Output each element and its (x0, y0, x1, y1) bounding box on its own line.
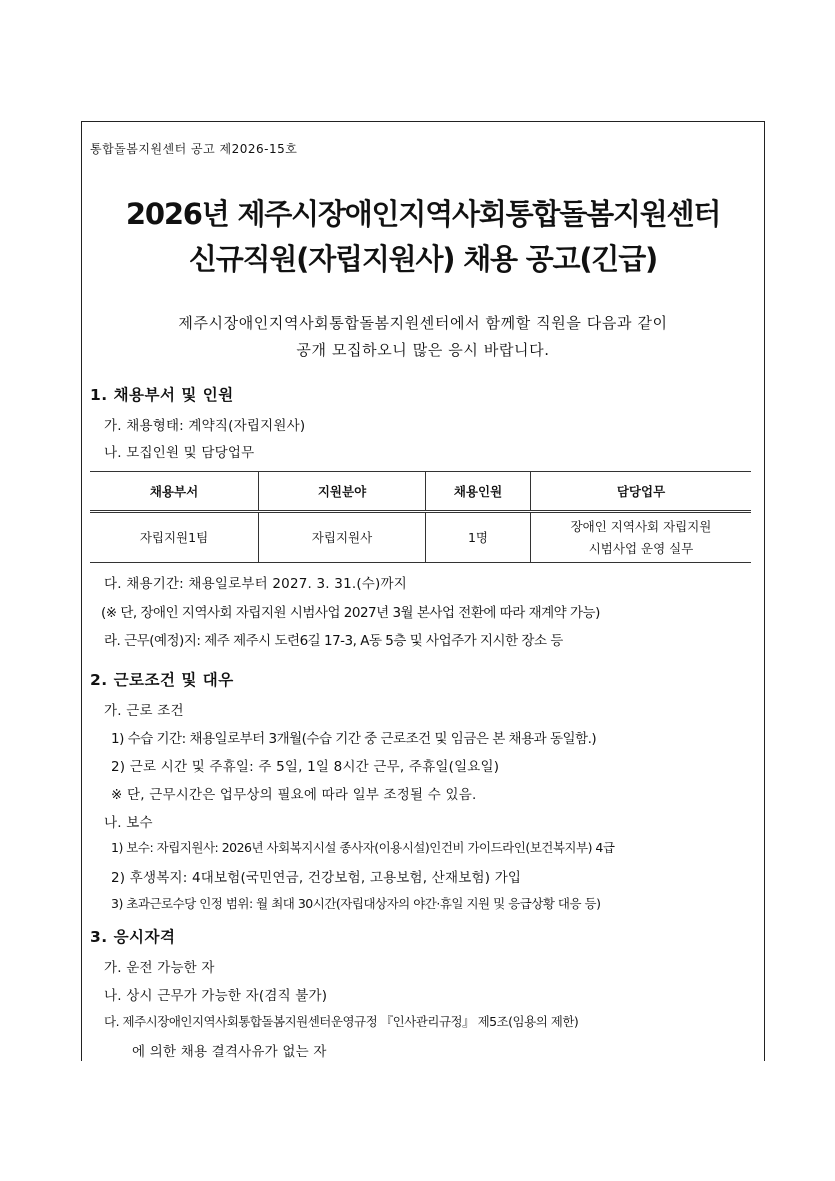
section2-na-3: 3) 초과근로수당 인정 범위: 월 최대 30시간(자립대상자의 야간·휴일 지원 및 응급상황 대응 등) (111, 896, 601, 911)
section2-heading: 2. 근로조건 및 대우 (90, 671, 234, 689)
section3-item-da-line1: 다. 제주시장애인지역사회통합돌봄지원센터운영규정 『인사관리규정』 제5조(임용의 제한) (104, 1014, 579, 1029)
table-row (90, 512, 751, 563)
duty-line1: 장애인 지역사회 자립지원 (570, 519, 712, 535)
recruitment-table (90, 471, 751, 563)
table-header-field: 지원분야 (259, 472, 426, 512)
table-cell-field: 자립지원사 (259, 512, 426, 563)
table-cell-duty (531, 512, 752, 563)
table-header-row (90, 472, 751, 512)
section2-ga-note: ※ 단, 근무시간은 업무상의 필요에 따라 일부 조정될 수 있음. (111, 787, 477, 803)
section2-ga-1: 1) 수습 기간: 채용일로부터 3개월(수습 기간 중 근로조건 및 임금은 본 채용과 동일함.) (111, 731, 597, 747)
section2-ga-2: 2) 근로 시간 및 주휴일: 주 5일, 1일 8시간 근무, 주휴일(일요일) (111, 759, 500, 775)
section3-item-ga: 가. 운전 가능한 자 (104, 960, 215, 976)
section1-heading: 1. 채용부서 및 인원 (90, 386, 234, 404)
intro-line1: 제주시장애인지역사회통합돌봄지원센터에서 함께할 직원을 다음과 같이 (178, 314, 668, 332)
section1-item-na: 나. 모집인원 및 담당업무 (104, 445, 255, 461)
table-cell-dept: 자립지원1팀 (90, 512, 259, 563)
section3-item-na: 나. 상시 근무가 가능한 자(겸직 불가) (104, 988, 328, 1004)
section2-item-na: 나. 보수 (104, 815, 153, 831)
table-header-dept: 채용부서 (90, 472, 259, 512)
section3-heading: 3. 응시자격 (90, 928, 176, 946)
section2-na-2: 2) 후생복지: 4대보험(국민연금, 건강보험, 고용보험, 산재보험) 가입 (111, 870, 522, 886)
duty-line2: 시범사업 운영 실무 (588, 540, 694, 556)
section2-item-ga: 가. 근로 조건 (104, 703, 184, 719)
section3-item-da-line2: 에 의한 채용 결격사유가 없는 자 (132, 1044, 327, 1060)
notice-number: 통합돌봄지원센터 공고 제2026-15호 (90, 142, 298, 156)
section1-note-da: (※ 단, 장애인 지역사회 자립지원 시범사업 2027년 3월 본사업 전환에 따라 재계약 가능) (101, 605, 600, 621)
table-header-duty: 담당업무 (531, 472, 752, 512)
table-cell-count: 1명 (426, 512, 531, 563)
section1-item-da: 다. 채용기간: 채용일로부터 2027. 3. 31.(수)까지 (104, 576, 408, 592)
section1-item-ra: 라. 근무(예정)지: 제주 제주시 도련6길 17-3, A동 5층 및 사업주가 지시한 장소 등 (104, 633, 563, 649)
section1-item-ga: 가. 채용형태: 계약직(자립지원사) (104, 418, 306, 434)
table-header-count: 채용인원 (426, 472, 531, 512)
section2-na-1: 1) 보수: 자립지원사: 2026년 사회복지시설 종사자(이용시설)인건비 가이드라인(보건복지부) 4급 (111, 840, 615, 855)
page-title-line2: 신규직원(자립지원사) 채용 공고(긴급) (188, 242, 658, 276)
page-title-line1: 2026년 제주시장애인지역사회통합돌봄지원센터 (125, 197, 721, 231)
intro-line2: 공개 모집하오니 많은 응시 바랍니다. (296, 341, 550, 359)
